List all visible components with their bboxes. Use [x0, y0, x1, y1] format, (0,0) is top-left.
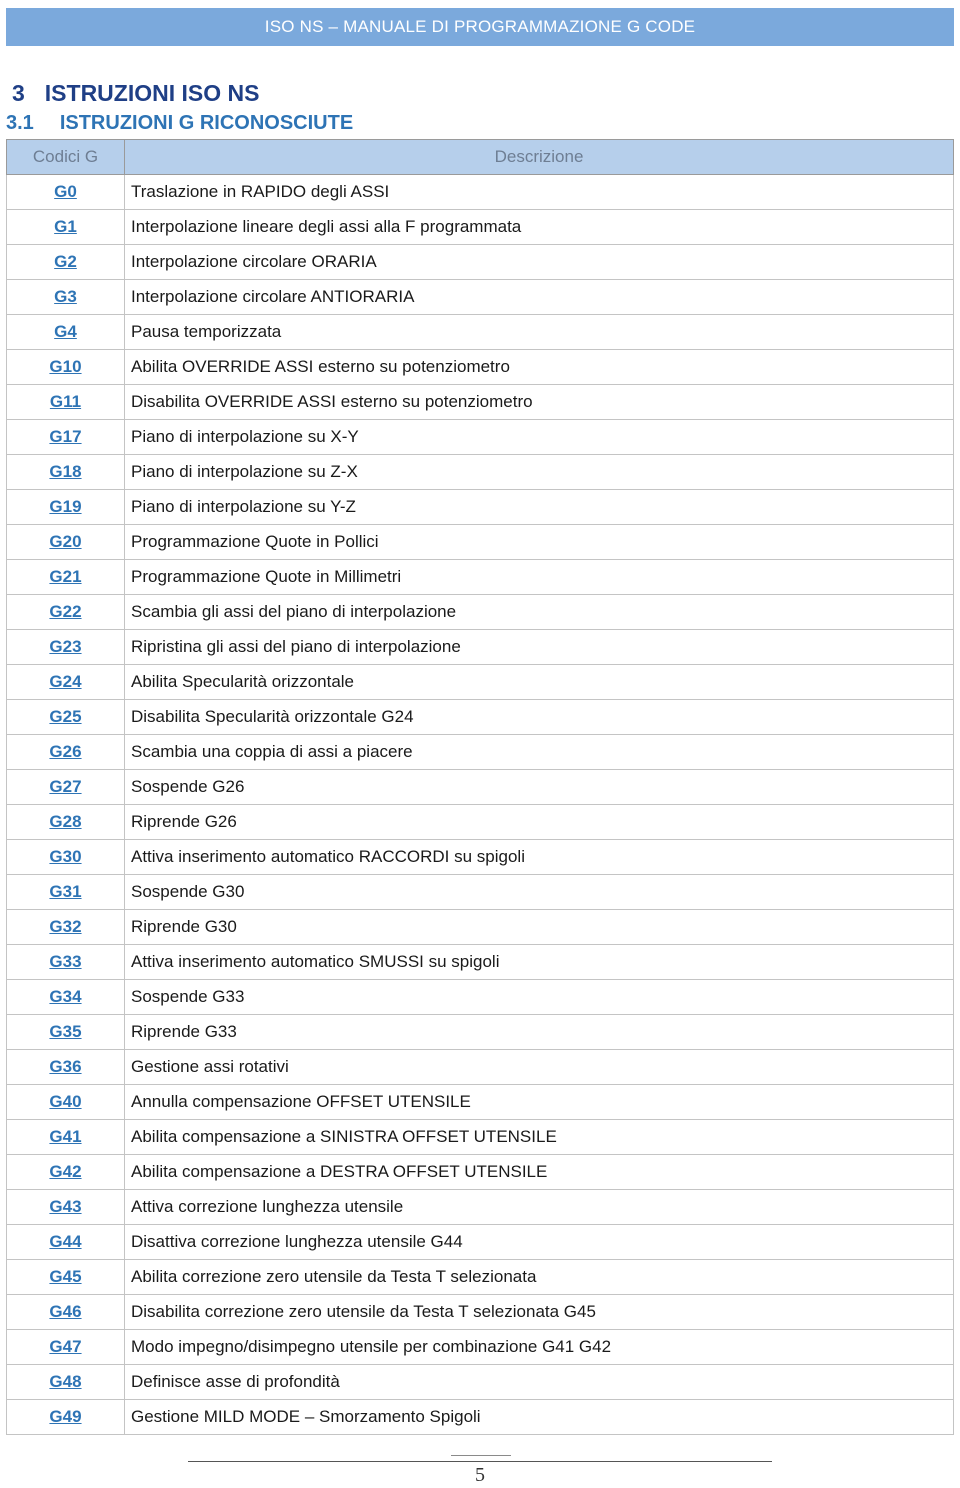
description-cell: Abilita compensazione a SINISTRA OFFSET UTENSILE	[125, 1120, 954, 1155]
description-cell: Piano di interpolazione su Y-Z	[125, 490, 954, 525]
description-cell: Sospende G33	[125, 980, 954, 1015]
description-cell: Riprende G30	[125, 910, 954, 945]
table-row	[7, 560, 954, 595]
g-code-link[interactable]: G3	[54, 287, 77, 306]
subsection-title: ISTRUZIONI G RICONOSCIUTE	[59, 112, 354, 134]
description-cell: Interpolazione circolare ORARIA	[125, 245, 954, 280]
code-cell	[7, 175, 125, 210]
description-cell: Attiva inserimento automatico SMUSSI su spigoli	[125, 945, 954, 980]
column-header-code: Codici G	[7, 140, 125, 175]
table-row	[7, 315, 954, 350]
description-cell: Definisce asse di profondità	[125, 1365, 954, 1400]
description-cell: Sospende G26	[125, 770, 954, 805]
table-row	[7, 1190, 954, 1225]
code-cell	[7, 1085, 125, 1120]
table-row	[7, 595, 954, 630]
table-row	[7, 805, 954, 840]
document-header	[6, 8, 954, 46]
description-cell: Piano di interpolazione su Z-X	[125, 455, 954, 490]
table-row	[7, 910, 954, 945]
table-row	[7, 735, 954, 770]
code-cell	[7, 630, 125, 665]
table-row	[7, 875, 954, 910]
description-cell: Gestione assi rotativi	[125, 1050, 954, 1085]
g-codes-table	[6, 139, 954, 1435]
subsection-heading	[6, 112, 353, 135]
table-row	[7, 385, 954, 420]
column-header-description: Descrizione	[125, 140, 954, 175]
table-row	[7, 770, 954, 805]
table-row	[7, 700, 954, 735]
table-row	[7, 1330, 954, 1365]
description-cell: Scambia gli assi del piano di interpolazione	[125, 595, 954, 630]
table-row	[7, 665, 954, 700]
table-row	[7, 1295, 954, 1330]
code-cell	[7, 910, 125, 945]
g-code-link[interactable]: G2	[54, 252, 77, 271]
description-cell: Programmazione Quote in Millimetri	[125, 560, 954, 595]
g-code-link[interactable]: G40	[49, 1092, 82, 1111]
g-code-link[interactable]: G19	[49, 497, 82, 516]
g-code-link[interactable]: G11	[49, 392, 82, 411]
g-code-link[interactable]: G44	[49, 1232, 82, 1251]
g-code-link[interactable]: G1	[54, 217, 77, 236]
description-cell: Gestione MILD MODE – Smorzamento Spigoli	[125, 1400, 954, 1435]
code-cell	[7, 840, 125, 875]
code-cell	[7, 875, 125, 910]
table-row	[7, 980, 954, 1015]
g-code-link[interactable]: G33	[49, 952, 82, 971]
table-row	[7, 210, 954, 245]
description-cell: Ripristina gli assi del piano di interpolazione	[125, 630, 954, 665]
g-code-link[interactable]: G31	[49, 882, 82, 901]
description-cell: Annulla compensazione OFFSET UTENSILE	[125, 1085, 954, 1120]
code-cell	[7, 665, 125, 700]
g-code-link[interactable]: G34	[49, 987, 82, 1006]
code-cell	[7, 525, 125, 560]
code-cell	[7, 560, 125, 595]
description-cell: Disabilita OVERRIDE ASSI esterno su potenziometro	[125, 385, 954, 420]
description-cell: Piano di interpolazione su X-Y	[125, 420, 954, 455]
g-code-link[interactable]: G45	[49, 1267, 82, 1286]
table-row	[7, 630, 954, 665]
description-cell: Attiva inserimento automatico RACCORDI su spigoli	[125, 840, 954, 875]
description-cell: Interpolazione lineare degli assi alla F programmata	[125, 210, 954, 245]
code-cell	[7, 1155, 125, 1190]
g-code-link[interactable]: G32	[49, 917, 82, 936]
code-cell	[7, 385, 125, 420]
subsection-number: 3.1	[6, 112, 34, 134]
table-row	[7, 1260, 954, 1295]
g-code-link[interactable]: G10	[49, 357, 82, 376]
code-cell	[7, 980, 125, 1015]
g-code-link[interactable]: G24	[49, 672, 82, 691]
code-cell	[7, 210, 125, 245]
table-row	[7, 840, 954, 875]
description-cell: Interpolazione circolare ANTIORARIA	[125, 280, 954, 315]
g-code-link[interactable]: G18	[49, 462, 82, 481]
table-row	[7, 1085, 954, 1120]
g-code-link[interactable]: G27	[49, 777, 82, 796]
g-code-link[interactable]: G4	[54, 322, 77, 341]
table-row	[7, 420, 954, 455]
code-cell	[7, 1225, 125, 1260]
code-cell	[7, 700, 125, 735]
g-code-link[interactable]: G20	[49, 532, 82, 551]
description-cell: Scambia una coppia di assi a piacere	[125, 735, 954, 770]
g-code-link[interactable]: G41	[49, 1127, 82, 1146]
code-cell	[7, 770, 125, 805]
description-cell: Attiva correzione lunghezza utensile	[125, 1190, 954, 1225]
table-body	[7, 175, 954, 1435]
code-cell	[7, 315, 125, 350]
page-number: 5	[475, 1464, 485, 1486]
description-cell: Sospende G30	[125, 875, 954, 910]
g-code-link[interactable]: G25	[49, 707, 82, 726]
code-cell	[7, 280, 125, 315]
document-title: ISO NS – MANUALE DI PROGRAMMAZIONE G CODE	[264, 17, 696, 36]
section-heading	[12, 80, 259, 107]
code-cell	[7, 595, 125, 630]
table-row	[7, 1225, 954, 1260]
code-cell	[7, 945, 125, 980]
code-cell	[7, 805, 125, 840]
code-cell	[7, 1050, 125, 1085]
code-cell	[7, 1015, 125, 1050]
footer-rule	[188, 1461, 772, 1462]
table-row	[7, 1050, 954, 1085]
description-cell: Abilita compensazione a DESTRA OFFSET UTENSILE	[125, 1155, 954, 1190]
code-cell	[7, 245, 125, 280]
g-code-link[interactable]: G46	[49, 1302, 82, 1321]
table-row	[7, 455, 954, 490]
footer-short-rule	[451, 1455, 511, 1456]
table-row	[7, 945, 954, 980]
code-cell	[7, 490, 125, 525]
table-row	[7, 245, 954, 280]
g-code-link[interactable]: G23	[49, 637, 82, 656]
code-cell	[7, 735, 125, 770]
code-cell	[7, 1330, 125, 1365]
table-row	[7, 1365, 954, 1400]
table-row	[7, 1400, 954, 1435]
table-row	[7, 490, 954, 525]
table-row	[7, 525, 954, 560]
description-cell: Disabilita Specularità orizzontale G24	[125, 700, 954, 735]
g-code-link[interactable]: G30	[49, 847, 82, 866]
code-cell	[7, 1400, 125, 1435]
code-cell	[7, 1295, 125, 1330]
code-cell	[7, 1190, 125, 1225]
code-cell	[7, 350, 125, 385]
section-title: ISTRUZIONI ISO NS	[44, 80, 260, 106]
table-row	[7, 1155, 954, 1190]
description-cell: Disabilita correzione zero utensile da Testa T selezionata G45	[125, 1295, 954, 1330]
table-header-row	[7, 140, 954, 175]
g-code-link[interactable]: G35	[49, 1022, 82, 1041]
g-code-link[interactable]: G22	[49, 602, 82, 621]
code-cell	[7, 1365, 125, 1400]
section-number: 3	[12, 80, 25, 106]
description-cell: Riprende G26	[125, 805, 954, 840]
code-cell	[7, 1120, 125, 1155]
code-cell	[7, 1260, 125, 1295]
code-cell	[7, 455, 125, 490]
description-cell: Abilita correzione zero utensile da Testa T selezionata	[125, 1260, 954, 1295]
table-row	[7, 175, 954, 210]
g-code-link[interactable]: G48	[49, 1372, 82, 1391]
description-cell: Abilita OVERRIDE ASSI esterno su potenziometro	[125, 350, 954, 385]
g-code-link[interactable]: G28	[49, 812, 82, 831]
description-cell: Traslazione in RAPIDO degli ASSI	[125, 175, 954, 210]
description-cell: Disattiva correzione lunghezza utensile G44	[125, 1225, 954, 1260]
description-cell: Pausa temporizzata	[125, 315, 954, 350]
description-cell: Abilita Specularità orizzontale	[125, 665, 954, 700]
code-cell	[7, 420, 125, 455]
table-row	[7, 1015, 954, 1050]
g-code-link[interactable]: G49	[49, 1407, 82, 1426]
description-cell: Riprende G33	[125, 1015, 954, 1050]
g-code-link[interactable]: G43	[49, 1197, 82, 1216]
table-row	[7, 1120, 954, 1155]
table-row	[7, 350, 954, 385]
description-cell: Modo impegno/disimpegno utensile per combinazione G41 G42	[125, 1330, 954, 1365]
table-row	[7, 280, 954, 315]
g-code-link[interactable]: G26	[49, 742, 82, 761]
g-code-link[interactable]: G21	[49, 567, 82, 586]
g-code-link[interactable]: G17	[49, 427, 82, 446]
description-cell: Programmazione Quote in Pollici	[125, 525, 954, 560]
g-code-link[interactable]: G36	[49, 1057, 82, 1076]
g-code-link[interactable]: G0	[54, 182, 77, 201]
g-code-link[interactable]: G42	[49, 1162, 82, 1181]
g-code-link[interactable]: G47	[49, 1337, 82, 1356]
